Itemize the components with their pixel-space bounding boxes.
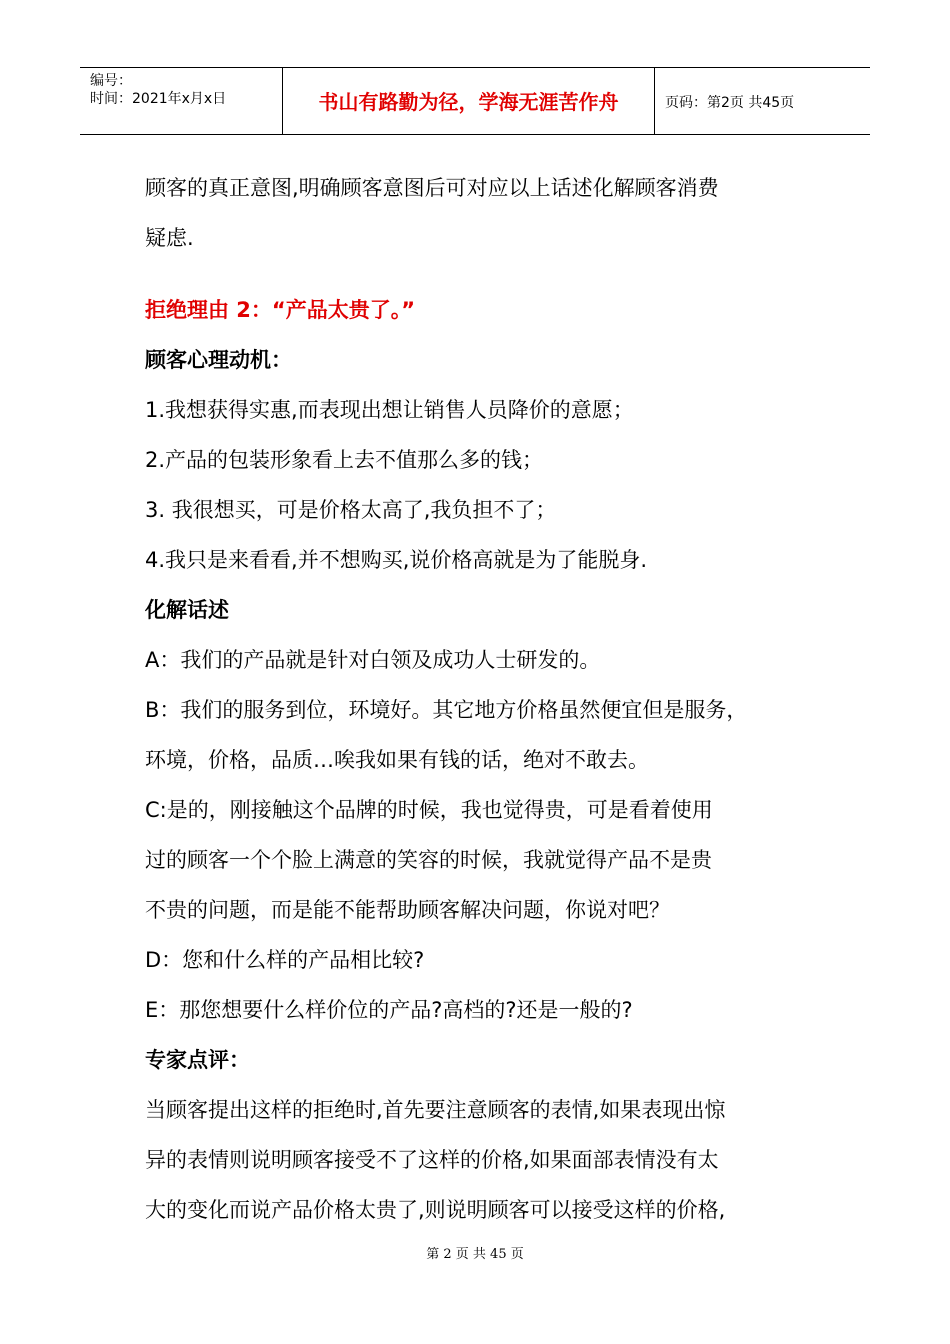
- answer-b-line-2: 环境，价格，品质…唉我如果有钱的话，绝对不敢去。: [145, 748, 649, 772]
- intro-line-1: 顾客的真正意图,明确顾客意图后可对应以上话述化解顾客消费: [145, 176, 719, 200]
- header-page-info: 页码：第2页 共45页: [665, 95, 795, 111]
- reason-heading: 拒绝理由 2：“产品太贵了。”: [145, 298, 416, 322]
- motive-item-1: 1.我想获得实惠,而表现出想让销售人员降价的意愿；: [145, 398, 634, 422]
- answer-c-line-2: 过的顾客一个个脸上满意的笑容的时候，我就觉得产品不是贵: [145, 848, 712, 872]
- answer-a: A：我们的产品就是针对白领及成功人士研发的。: [145, 648, 601, 672]
- answer-c-line-3: 不贵的问题，而是能不能帮助顾客解决问题，你说对吧？: [145, 898, 670, 922]
- expert-line-1: 当顾客提出这样的拒绝时,首先要注意顾客的表情,如果表现出惊: [145, 1098, 726, 1122]
- answer-c-line-1: C:是的，刚接触这个品牌的时候，我也觉得贵，可是看着使用: [145, 798, 713, 822]
- header-page-cell: [655, 68, 870, 134]
- motive-item-3: 3. 我很想买，可是价格太高了,我负担不了；: [145, 498, 557, 522]
- document-body: [145, 163, 835, 1235]
- answer-e: E：那您想要什么样价位的产品?高档的?还是一般的?: [145, 998, 633, 1022]
- motive-item-4: 4.我只是来看看,并不想购买,说价格高就是为了能脱身.: [145, 548, 648, 572]
- expert-line-2: 异的表情则说明顾客接受不了这样的价格,如果面部表情没有太: [145, 1148, 719, 1172]
- intro-line-2: 疑虑.: [145, 226, 194, 250]
- expert-heading: 专家点评：: [145, 1048, 250, 1072]
- motive-item-2: 2.产品的包装形象看上去不值那么多的钱；: [145, 448, 544, 472]
- document-date: 时间：2021年x月x日: [90, 91, 227, 107]
- answer-b-line-1: B：我们的服务到位，环境好。其它地方价格虽然便宜但是服务，: [145, 698, 748, 722]
- header-motto: 书山有路勤为径，学海无涯苦作舟: [318, 90, 619, 114]
- expert-line-3: 大的变化而说产品价格太贵了,则说明顾客可以接受这样的价格,: [145, 1198, 726, 1222]
- motive-heading: 顾客心理动机：: [145, 348, 292, 372]
- header-motto-cell: [282, 68, 655, 134]
- answer-d: D：您和什么样的产品相比较?: [145, 948, 425, 972]
- page-footer: 第 2 页 共 45 页: [426, 1247, 524, 1262]
- resolve-heading: 化解话述: [145, 598, 229, 622]
- document-number-label: 编号：: [90, 73, 132, 89]
- page-header: [80, 67, 870, 135]
- header-left-cell: [80, 68, 282, 134]
